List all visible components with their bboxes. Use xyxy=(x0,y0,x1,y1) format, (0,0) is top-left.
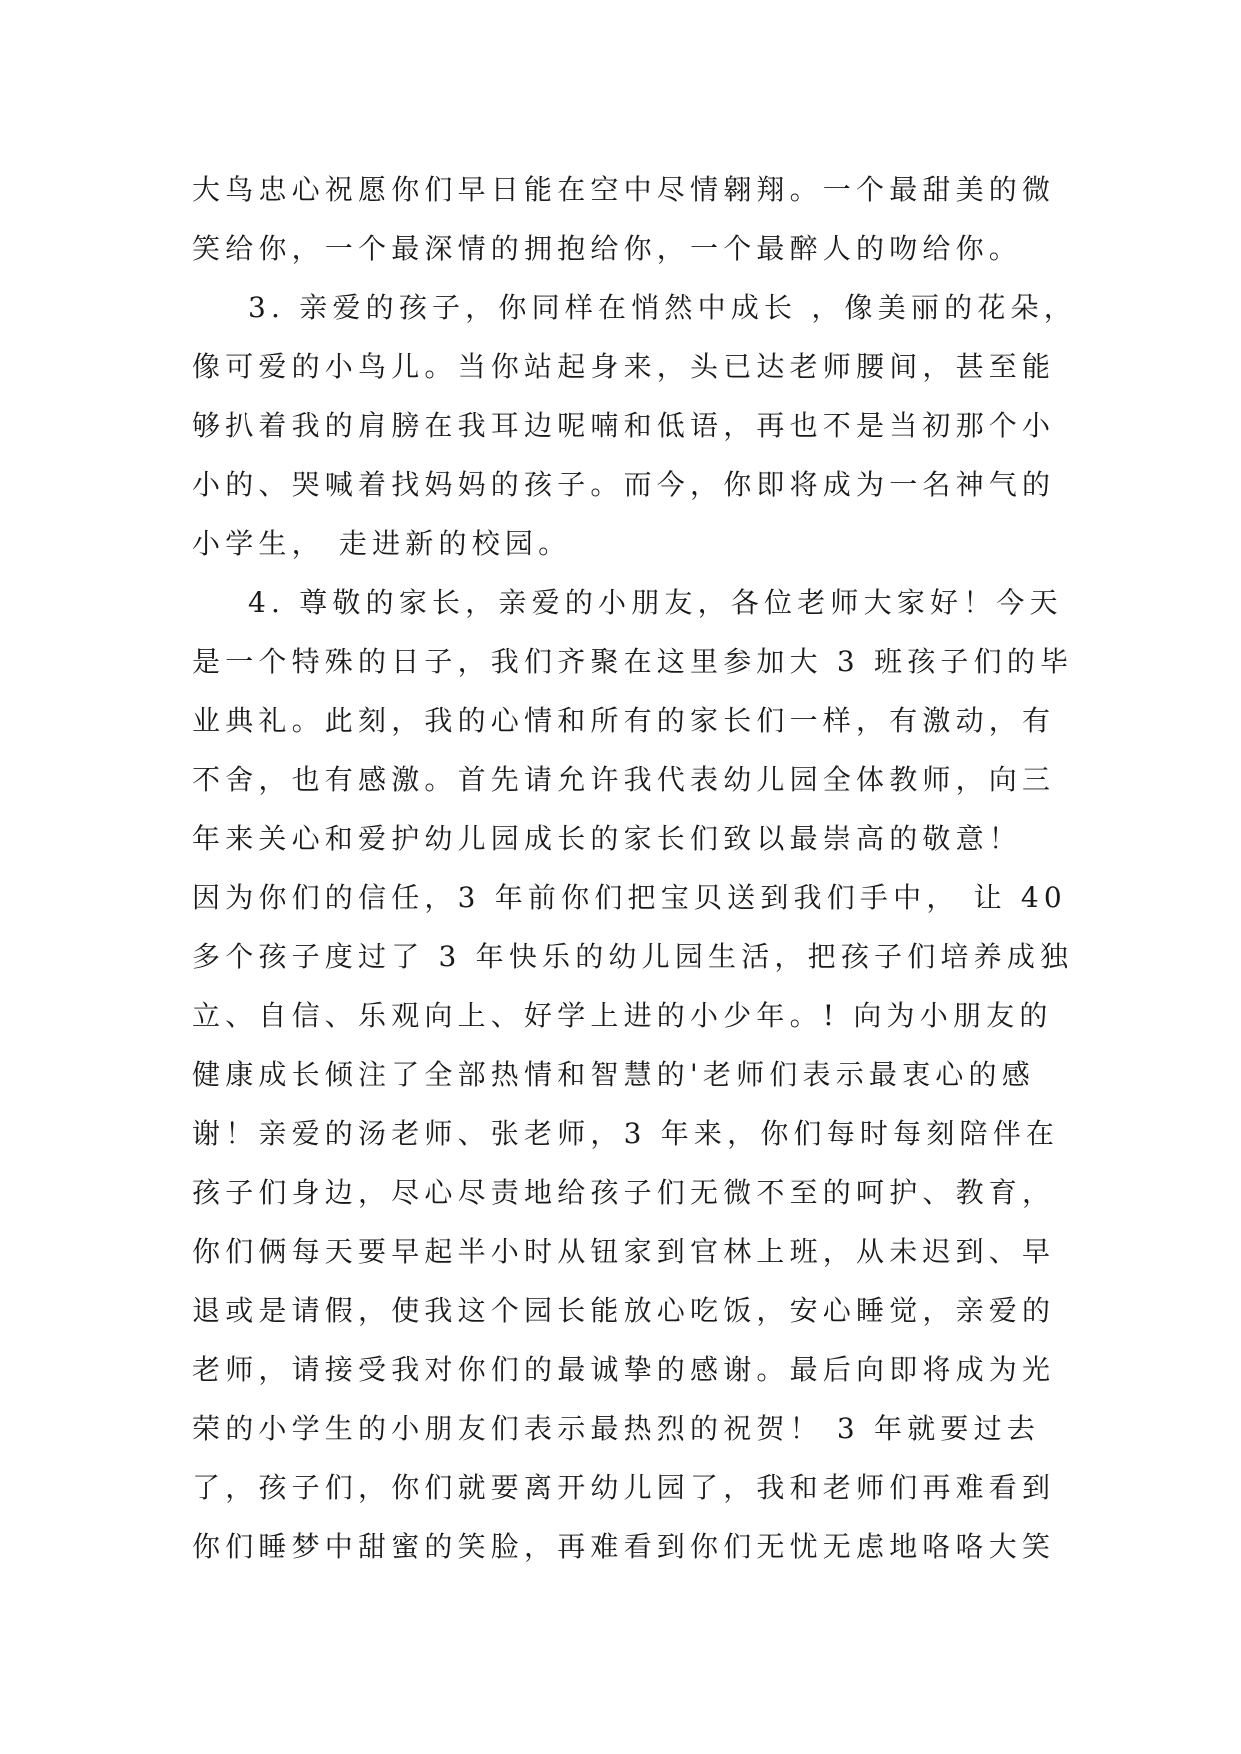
text-line: 年来关心和爱护幼儿园成长的家长们致以最崇高的敬意！ xyxy=(192,822,1023,855)
text-line: 老师，请接受我对你们的最诚挚的感谢。最后向即将成为光 xyxy=(192,1353,1056,1386)
text-line: 够扒着我的肩膀在我耳边呢喃和低语，再也不是当初那个小 xyxy=(192,409,1056,442)
text-line: 退或是请假，使我这个园长能放心吃饭，安心睡觉，亲爱的 xyxy=(192,1294,1056,1327)
text-line: 立、自信、乐观向上、好学上进的小少年。! 向为小朋友的 xyxy=(192,999,1053,1032)
paragraph-start-line: 3. 亲爱的孩子，你同样在悄然中成长 ，像美丽的花朵， xyxy=(248,291,1077,324)
text-line: 小学生， 走进新的校园。 xyxy=(192,527,572,560)
text-line: 不舍，也有感激。首先请允许我代表幼儿园全体教师，向三 xyxy=(192,763,1056,796)
text-line: 大鸟忠心祝愿你们早日能在空中尽情翱翔。一个最甜美的微 xyxy=(192,173,1056,206)
text-line: 荣的小学生的小朋友们表示最热烈的祝贺！ 3 年就要过去 xyxy=(192,1412,1041,1445)
text-line: 像可爱的小鸟儿。当你站起身来，头已达老师腰间，甚至能 xyxy=(192,350,1056,383)
text-line: 你们睡梦中甜蜜的笑脸，再难看到你们无忧无虑地咯咯大笑 xyxy=(192,1530,1056,1563)
text-line: 因为你们的信任，3 年前你们把宝贝送到我们手中， 让 40 xyxy=(192,881,1067,914)
text-line: 谢！亲爱的汤老师、张老师，3 年来，你们每时每刻陪伴在 xyxy=(192,1117,1060,1150)
body-text xyxy=(192,160,1077,1576)
text-line: 你们俩每天要早起半小时从钮家到官林上班，从未迟到、早 xyxy=(192,1235,1056,1268)
text-line: 是一个特殊的日子，我们齐聚在这里参加大 3 班孩子们的毕 xyxy=(192,645,1074,678)
text-line: 孩子们身边，尽心尽责地给孩子们无微不至的呵护、教育， xyxy=(192,1176,1056,1209)
text-line: 多个孩子度过了 3 年快乐的幼儿园生活，把孩子们培养成独 xyxy=(192,940,1074,973)
paragraph-start-line: 4. 尊敬的家长，亲爱的小朋友，各位老师大家好！今天 xyxy=(248,586,1063,619)
text-line: 业典礼。此刻，我的心情和所有的家长们一样，有激动，有 xyxy=(192,704,1056,737)
text-line: 了，孩子们，你们就要离开幼儿园了，我和老师们再难看到 xyxy=(192,1471,1056,1504)
text-line: 健康成长倾注了全部热情和智慧的'老师们表示最衷心的感 xyxy=(192,1058,1035,1091)
text-line: 小的、哭喊着找妈妈的孩子。而今，你即将成为一名神气的 xyxy=(192,468,1056,501)
text-line: 笑给你，一个最深情的拥抱给你，一个最醉人的吻给你。 xyxy=(192,232,1023,265)
